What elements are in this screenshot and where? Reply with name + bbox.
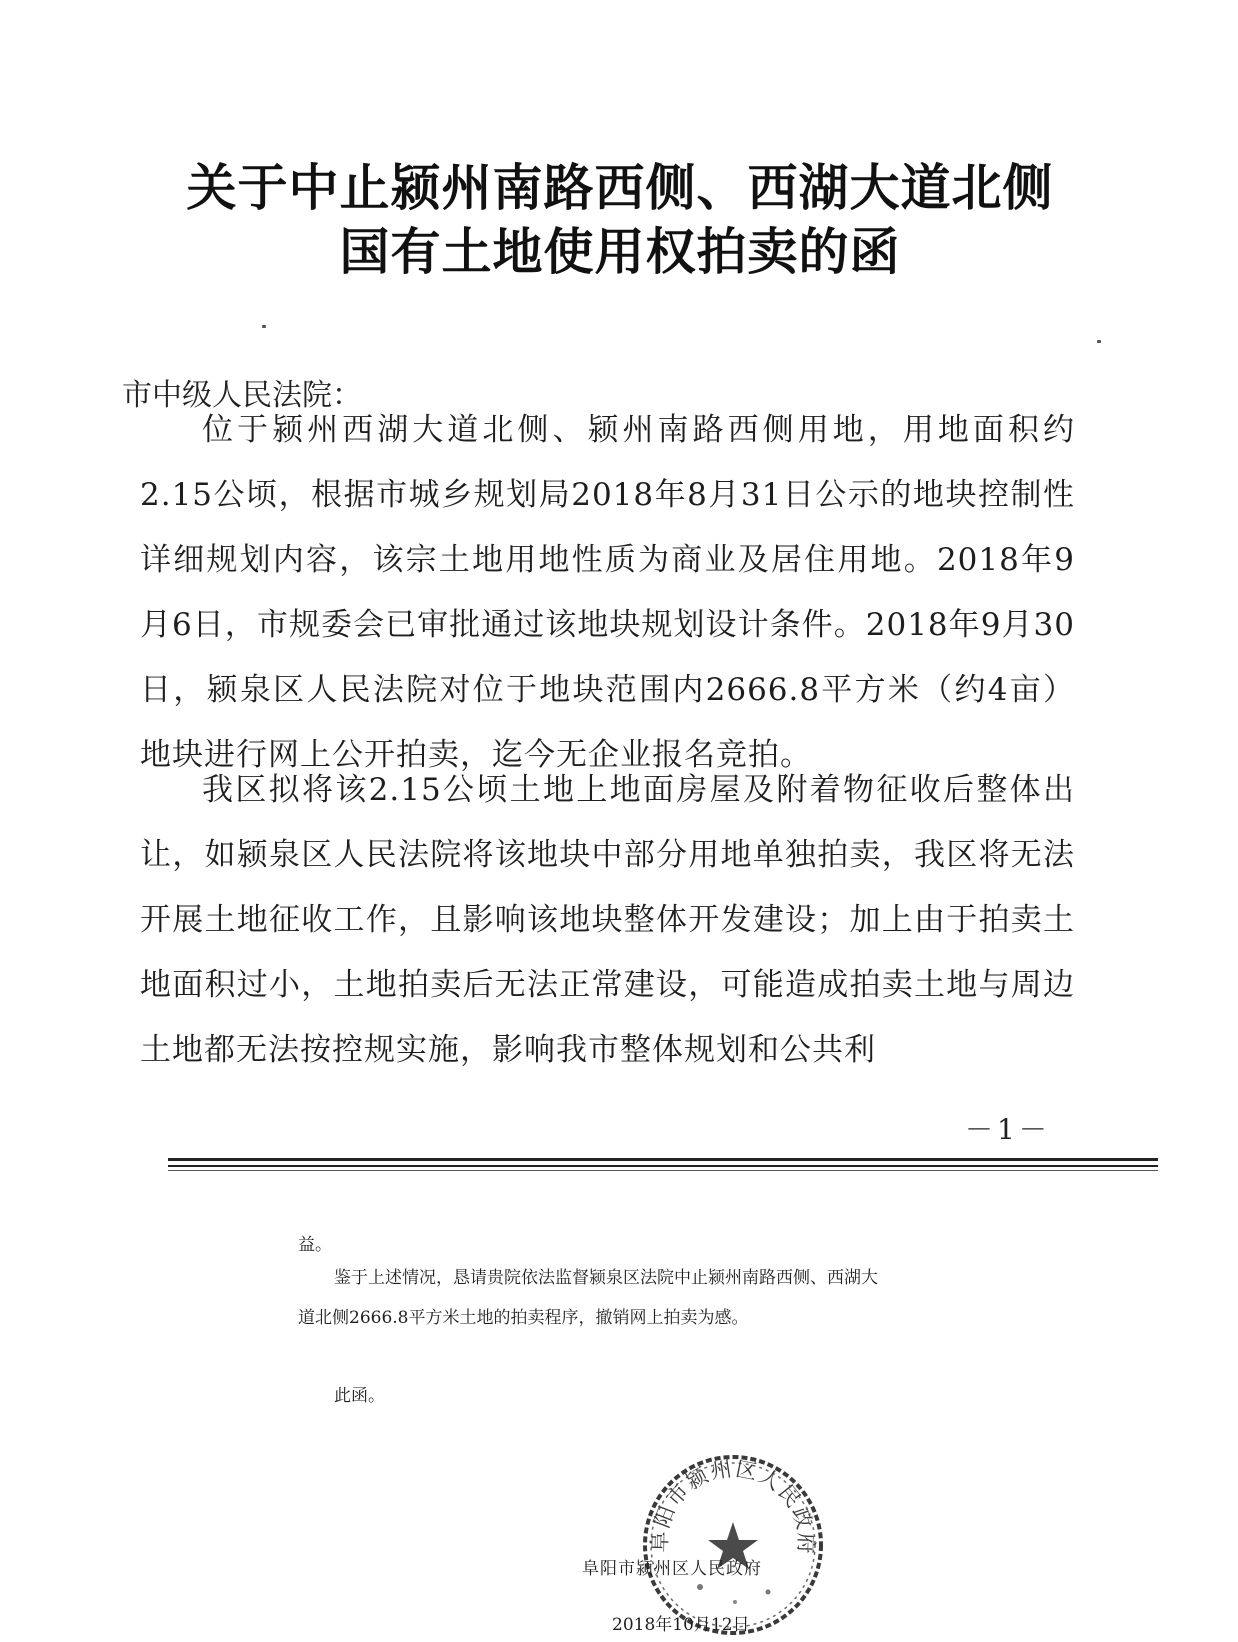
body-paragraph-2: 我区拟将该2.15公顷土地上地面房屋及附着物征收后整体出让，如颍泉区人民法院将该地块中部分用地单独拍卖，我区将无法开展土地征收工作，且影响该地块整体开发建设；加上由于拍卖土地面积过小，土地拍卖后无法正常建设，可能造成拍卖土地与周边土地都无法按控规实施，影响我市整体规划和公共利 <box>140 772 1075 1068</box>
body-paragraph-3: 鉴于上述情况，恳请贵院依法监督颍泉区法院中止颍州南路西侧、西湖大道北侧2666.8平方米土地的拍卖程序，撤销网上拍卖为感。 <box>298 1268 878 1328</box>
page-number: －1－ <box>965 1113 1051 1146</box>
document-date: 2018年10月12日 <box>612 1615 750 1635</box>
page-divider <box>168 1170 1158 1171</box>
signer-name: 阜阳市颍州区人民政府 <box>582 1559 762 1579</box>
continuation-text: 益。 <box>298 1235 332 1255</box>
scan-speck <box>262 325 266 328</box>
page-divider <box>168 1158 1158 1161</box>
scan-speck <box>1097 340 1101 343</box>
svg-text:阜阳市颍州区人民政府: 阜阳市颍州区人民政府 <box>647 1456 819 1557</box>
closing-text: 此函。 <box>334 1386 385 1406</box>
page-divider <box>168 1165 1158 1167</box>
salutation: 市中级人民法院： <box>122 378 362 413</box>
body-paragraph-1: 位于颍州西湖大道北侧、颍州南路西侧用地，用地面积约2.15公顷，根据市城乡规划局2018年8月31日公示的地块控制性详细规划内容，该宗土地用地性质为商业及居住用地。2018年9月6日，市规委会已审批通过该地块规划设计条件。2018年9月30日，颍泉区人民法院对位于地块范围内2666.8平方米（约4亩）地块进行网上公开拍卖，迄今无企业报名竞拍。 <box>140 412 1075 773</box>
document-title-line-2: 国有土地使用权拍卖的函 <box>339 223 901 281</box>
document-title-line-1: 关于中止颍州南路西侧、西湖大道北侧 <box>186 159 1054 217</box>
